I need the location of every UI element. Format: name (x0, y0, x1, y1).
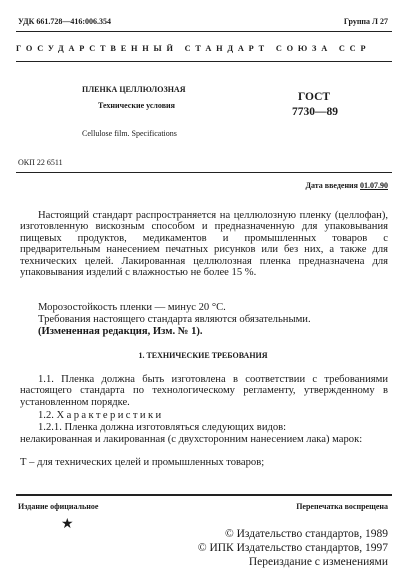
okp-rule (16, 172, 392, 173)
document-subtitle: Технические условия (98, 101, 175, 110)
gost-label: ГОСТ (298, 91, 331, 103)
official-edition: Издание официальное (18, 502, 99, 511)
paragraph-scope: Настоящий стандарт распространяется на целлюлозную пленку (целлофан), изготовленную вискозным способом и предназначенную для упаковывания пищевых продуктов, медикаментов и промышленных товаров с предварительным нанесением печатных рисунков или без них, а также для технических целей. Лакированная целлюлозная пленка предназначена для упаковывания изделий с влажностью не более 15 %. (20, 210, 388, 279)
gost-number: 7730—89 (292, 106, 338, 118)
amendment-note: (Измененная редакция, Изм. № 1). (38, 326, 203, 337)
paragraph-1-2-1: 1.2.1. Пленка должна изготовляться следующих видов: (38, 422, 287, 433)
state-standard-heading: ГОСУДАРСТВЕННЫЙ СТАНДАРТ СОЮЗА ССР (16, 44, 371, 53)
paragraph-1-1: 1.1. Пленка должна быть изготовлена в соответствии с требованиями настоящего стандарта по технологическому регламенту, утвержденному в установленном порядке. (20, 374, 388, 408)
introduction-date-value: 01.07.90 (360, 181, 388, 190)
document-title: ПЛЕНКА ЦЕЛЛЮЛОЗНАЯ (82, 85, 186, 94)
reissue-note: Переиздание с изменениями (248, 556, 388, 568)
introduction-date-label: Дата введения (305, 181, 358, 190)
paragraph-grade-t: Т – для технических целей и промышленных товаров; (20, 457, 265, 468)
footer-rule (16, 494, 392, 496)
header-rule (16, 31, 392, 32)
copyright-1997: © ИПК Издательство стандартов, 1997 (197, 542, 388, 554)
group-code: Группа Л 27 (343, 17, 388, 26)
section-1-heading: 1. ТЕХНИЧЕСКИЕ ТРЕБОВАНИЯ (138, 351, 268, 360)
okp-code: ОКП 22 6511 (18, 158, 63, 167)
paragraph-film-types: нелакированная и лакированная (с двухсторонним нанесением лака) марок: (20, 434, 363, 445)
copyright-1989: © Издательство стандартов, 1989 (224, 528, 388, 540)
introduction-date (305, 181, 388, 190)
characteristics-heading: Характеристики (56, 410, 164, 421)
reprint-prohibited: Перепечатка воспрещена (296, 502, 388, 511)
english-title: Cellulose film. Specifications (82, 129, 177, 138)
paragraph-mandatory: Требования настоящего стандарта являются обязательными. (38, 314, 311, 325)
clause-number: 1.2. (38, 410, 57, 421)
paragraph-1-2 (38, 410, 164, 421)
star-icon: ★ (61, 517, 74, 532)
state-rule (16, 61, 392, 62)
paragraph-frost: Морозостойкость пленки — минус 20 °С. (38, 302, 226, 313)
udk-code: УДК 661.728—416:006.354 (18, 17, 112, 26)
